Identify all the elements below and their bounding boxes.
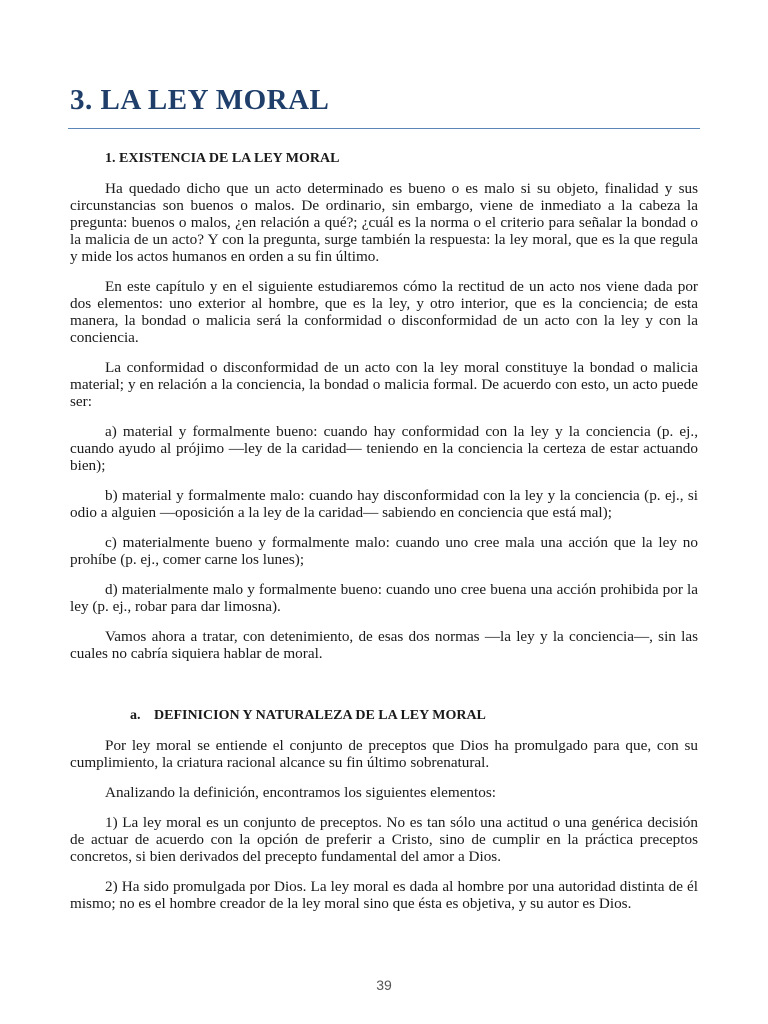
paragraph: La conformidad o disconformidad de un acto con la ley moral constituye la bondad o malicia material; y en relación a la conciencia, la bondad o malicia formal. De acuerdo con esto, un acto puede ser: — [70, 359, 698, 410]
document-body — [70, 150, 698, 912]
section-heading: 1. EXISTENCIA DE LA LEY MORAL — [105, 151, 340, 166]
paragraph: En este capítulo y en el siguiente estudiaremos cómo la rectitud de un acto nos viene dada por dos elementos: uno exterior al hombre, que es la ley, y otro interior, que es la conciencia; de esta manera, la bondad o malicia será la conformidad o disconformidad de un acto con la ley y con la conciencia. — [70, 278, 698, 346]
title-divider — [68, 128, 700, 129]
list-item: d) materialmente malo y formalmente bueno: cuando uno cree buena una acción prohibida por la ley (p. ej., robar para dar limosna). — [70, 581, 698, 615]
list-item: c) materialmente bueno y formalmente malo: cuando uno cree mala una acción que la ley no prohíbe (p. ej., comer carne los lunes); — [70, 534, 698, 568]
subsection-number: a. — [130, 708, 141, 723]
subsection-title: DEFINICION Y NATURALEZA DE LA LEY MORAL — [154, 708, 486, 723]
subsection-heading — [70, 707, 698, 724]
page-title: 3. LA LEY MORAL — [70, 84, 330, 116]
paragraph: Ha quedado dicho que un acto determinado es bueno o es malo si su objeto, finalidad y sus circunstancias son buenos o malos. De ordinario, sin embargo, viene de inmediato a la cabeza la pregunta: buenos o malos, ¿en relación a qué?; ¿cuál es la norma o el criterio para señalar la bondad o la malicia de un acto? Y con la pregunta, surge también la respuesta: la ley moral, que es la que regula y mide los actos humanos en orden a su fin último. — [70, 180, 698, 265]
paragraph: Vamos ahora a tratar, con detenimiento, de esas dos normas —la ley y la conciencia—, sin las cuales no cabría siquiera hablar de moral. — [70, 628, 698, 662]
paragraph: 2) Ha sido promulgada por Dios. La ley moral es dada al hombre por una autoridad distinta de él mismo; no es el hombre creador de la ley moral sino que ésta es objetiva, y su autor es Dios. — [70, 878, 698, 912]
paragraph: 1) La ley moral es un conjunto de preceptos. No es tan sólo una actitud o una genérica decisión de actuar de acuerdo con la opción de preferir a Cristo, sino de cumplir en la práctica preceptos concretos, si bien derivados del precepto fundamental del amor a Dios. — [70, 814, 698, 865]
list-item: a) material y formalmente bueno: cuando hay conformidad con la ley y la conciencia (p. ej., cuando ayudo al prójimo —ley de la caridad— teniendo en la conciencia la certeza de estar actuando bien); — [70, 423, 698, 474]
paragraph: Por ley moral se entiende el conjunto de preceptos que Dios ha promulgado para que, con su cumplimiento, la criatura racional alcance su fin último sobrenatural. — [70, 737, 698, 771]
page-number: 39 — [376, 977, 392, 993]
paragraph: Analizando la definición, encontramos los siguientes elementos: — [105, 784, 496, 801]
list-item: b) material y formalmente malo: cuando hay disconformidad con la ley y la conciencia (p. ej., si odio a alguien —oposición a la ley de la caridad— sabiendo en conciencia que está mal); — [70, 487, 698, 521]
